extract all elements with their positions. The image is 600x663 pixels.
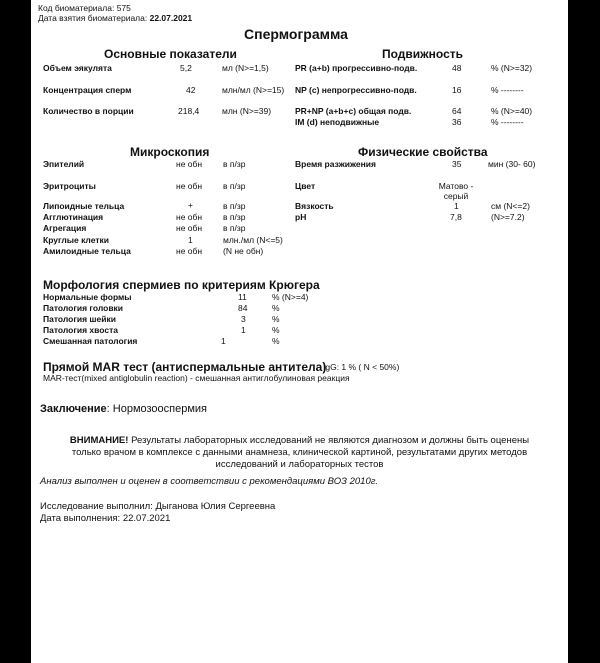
main-indicators-heading: Основные показатели	[104, 47, 237, 61]
microscopy-row-norm: в п/зр	[223, 223, 246, 233]
microscopy-row-norm: в п/зр	[223, 159, 246, 169]
main-row-norm: мл (N>=1,5)	[222, 63, 269, 73]
main-row-name: Объем эякулята	[43, 63, 112, 73]
morphology-row-value: 1	[241, 325, 246, 335]
morphology-row-value: 11	[238, 292, 247, 302]
microscopy-row-name: Агглютинация	[43, 212, 104, 222]
morphology-row-norm: % (N>=4)	[272, 292, 309, 302]
motility-row-norm: % (N>=32)	[491, 63, 533, 73]
warning-line3: исследований и лабораторных тестов	[215, 459, 384, 470]
motility-row-value: 64	[452, 106, 462, 116]
conclusion: Заключение: Нормозооспермия	[40, 403, 208, 415]
motility-row-norm: % (N>=40)	[491, 106, 533, 116]
physical-row-value: 7,8	[450, 212, 462, 222]
physical-row-norm: см (N<=2)	[491, 201, 530, 211]
report-page	[31, 0, 568, 663]
microscopy-row-norm: в п/зр	[223, 201, 246, 211]
microscopy-row-norm: млн./мл (N<=5)	[223, 235, 283, 245]
microscopy-row-value: не обн	[176, 212, 203, 222]
microscopy-row-name: Круглые клетки	[43, 235, 109, 245]
microscopy-row-name: Липоидные тельца	[43, 201, 125, 211]
physical-row-name: Цвет	[295, 181, 316, 191]
who-note: Анализ выполнен и оценен в соответствии с рекомендациями ВОЗ 2010г.	[40, 476, 379, 487]
physical-row-value: 35	[452, 159, 462, 169]
physical-row-value: Матово - серый	[438, 181, 474, 202]
microscopy-row-norm: в п/зр	[223, 181, 246, 191]
microscopy-row-name: Эпителий	[43, 159, 85, 169]
biomaterial-code: Код биоматериала: 575	[38, 3, 131, 13]
microscopy-row-value: 1	[188, 235, 193, 245]
morphology-row-norm: %	[272, 325, 280, 335]
microscopy-row-value: не обн	[176, 181, 203, 191]
morphology-row-value: 3	[241, 314, 246, 324]
main-row-name: Количество в порции	[43, 106, 134, 116]
main-row-value: 42	[186, 85, 196, 95]
motility-row-name: NP (c) непрогрессивно-подв.	[295, 85, 417, 95]
microscopy-row-name: Агрегация	[43, 223, 87, 233]
morphology-row-value: 1	[221, 336, 226, 346]
microscopy-row-norm: в п/зр	[223, 212, 246, 222]
physical-row-name: Вязкость	[295, 201, 334, 211]
motility-heading: Подвижность	[382, 47, 464, 61]
physical-row-value: 1	[454, 201, 459, 211]
microscopy-row-norm: (N не обн)	[223, 246, 264, 256]
morphology-row-norm: %	[272, 314, 280, 324]
conclusion-label: Заключение	[40, 403, 107, 415]
motility-row-norm: % --------	[491, 117, 524, 127]
morphology-row-name: Смешанная патология	[43, 336, 138, 346]
morphology-row-name: Патология головки	[43, 303, 124, 313]
motility-row-value: 16	[452, 85, 462, 95]
performer: Исследование выполнил: Дыганова Юлия Сергеевна	[40, 501, 276, 512]
morphology-row-name: Патология хвоста	[43, 325, 118, 335]
microscopy-row-value: не обн	[176, 159, 203, 169]
completion-date: Дата выполнения: 22.07.2021	[40, 513, 171, 524]
microscopy-row-name: Эритроциты	[43, 181, 96, 191]
morphology-row-name: Патология шейки	[43, 314, 116, 324]
morphology-row-norm: %	[272, 303, 280, 313]
morphology-row-norm: %	[272, 336, 280, 346]
biomaterial-date: Дата взятия биоматериала: 22.07.2021	[38, 13, 193, 23]
main-row-value: 5,2	[180, 63, 192, 73]
morphology-row-value: 84	[238, 303, 248, 313]
morphology-row-name: Нормальные формы	[43, 292, 132, 302]
morphology-heading: Морфология спермиев по критериям Крюгера	[43, 278, 320, 292]
main-row-name: Концентрация сперм	[43, 85, 132, 95]
warning-line1: ВНИМАНИЕ! Результаты лабораторных исследований не являются диагнозом и должны быть оценены	[69, 435, 530, 446]
motility-row-norm: % --------	[491, 85, 524, 95]
main-row-norm: млн/мл (N>=15)	[222, 85, 285, 95]
microscopy-heading: Микроскопия	[130, 145, 210, 159]
motility-row-value: 48	[452, 63, 462, 73]
motility-row-value: 36	[452, 117, 462, 127]
physical-row-norm: (N>=7.2)	[491, 212, 525, 222]
mar-result: IgG: 1 % ( N < 50%)	[323, 362, 400, 372]
microscopy-row-value: +	[188, 200, 193, 210]
physical-heading: Физические свойства	[358, 145, 488, 159]
physical-row-name: pH	[295, 212, 307, 222]
conclusion-value: Нормозооспермия	[112, 403, 208, 415]
physical-row-name: Время разжижения	[295, 159, 376, 169]
microscopy-row-name: Амилоидные тельца	[43, 246, 131, 256]
motility-row-name: PR (a+b) прогрессивно-подв.	[295, 63, 418, 73]
mar-note: MAR-тест(mixed antiglobulin reaction) - смешанная антиглобулиновая реакция	[43, 373, 350, 383]
physical-row-norm: мин (30- 60)	[488, 159, 536, 169]
motility-row-name: IM (d) неподвижные	[295, 117, 380, 127]
microscopy-row-value: не обн	[176, 246, 203, 256]
main-row-value: 218,4	[178, 106, 200, 116]
warning-line2: только врачом в комплексе с данными анамнеза, клинической картиной, результатами других методов	[71, 447, 528, 458]
microscopy-row-value: не обн	[176, 223, 203, 233]
main-row-norm: млн (N>=39)	[222, 106, 272, 116]
page-title: Спермограмма	[244, 26, 348, 42]
mar-heading: Прямой MAR тест (антиспермальные антитела)	[43, 360, 327, 374]
motility-row-name: PR+NP (a+b+c) общая подв.	[295, 106, 412, 116]
